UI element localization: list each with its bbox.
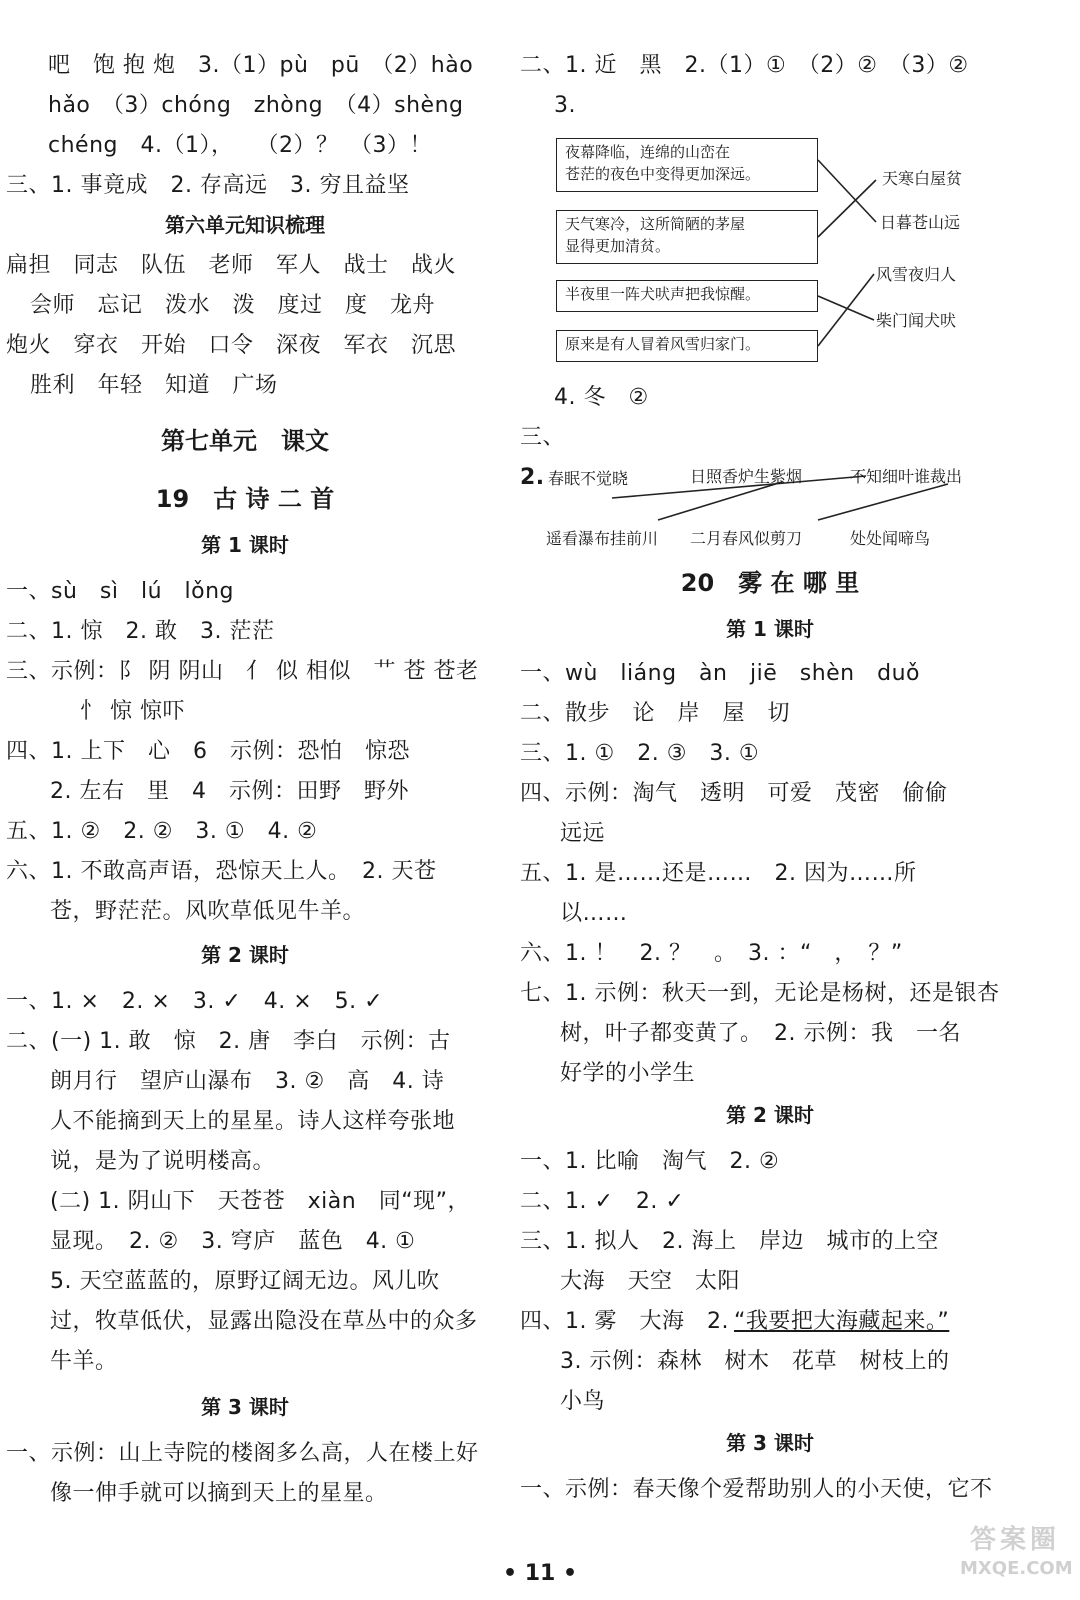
answer-line: 忄 惊 惊吓: [80, 699, 185, 724]
match-box-text: 夜幕降临，连绵的山峦在: [565, 143, 731, 161]
answer-line: hǎo （3）chóng zhòng （4）shèng: [48, 93, 464, 118]
answer-line: 苍，野茫茫。风吹草低见牛羊。: [50, 899, 366, 924]
answer-line: 3.: [554, 93, 576, 118]
answer-line: 四、1. 雾 大海 2.: [520, 1309, 729, 1334]
section-title: 第六单元知识梳理: [165, 213, 325, 237]
answer-line: 吧 饱 抱 炮 3.（1）pù pū （2）hào: [48, 53, 474, 78]
right-column: [520, 0, 1060, 1600]
watermark-url: MXQE.COM: [960, 1558, 1073, 1579]
period-title: 第 2 课时: [201, 943, 289, 967]
answer-line: 以……: [560, 901, 628, 926]
match-line: [818, 180, 876, 237]
poem-line: 春眠不觉晓: [548, 469, 629, 488]
poem-line: 不知细叶谁裁出: [850, 467, 963, 486]
poem-line: 日照香炉生紫烟: [690, 467, 803, 486]
period-title: 第 2 课时: [726, 1103, 814, 1127]
vocab-line: 炮火 穿衣 开始 口令 深夜 军衣 沉思: [6, 333, 457, 358]
question-number: 2.: [520, 465, 545, 490]
answer-line: 六、1. ！ 2. ？ 。 3. ：“ ， ？”: [520, 941, 903, 966]
answer-line: 朗月行 望庐山瀑布 3. ② 高 4. 诗: [50, 1069, 445, 1094]
match-box-text: 原来是有人冒着风雪归家门。: [565, 335, 761, 353]
answer-line: 一、示例：春天像个爱帮助别人的小天使，它不: [520, 1477, 993, 1502]
answer-line: 人不能摘到天上的星星。诗人这样夸张地: [50, 1109, 456, 1134]
underlined-answer: “我要把大海藏起来。”: [734, 1309, 950, 1334]
answer-line: 一、1. 比喻 淘气 2. ②: [520, 1149, 780, 1174]
answer-line: 二、1. 近 黑 2.（1）① （2）② （3）②: [520, 53, 969, 78]
vocab-line: 会师 忘记 泼水 泼 度过 度 龙舟: [30, 293, 436, 318]
answer-line: 像一伸手就可以摘到天上的星星。: [50, 1481, 388, 1506]
answer-line: 远远: [560, 821, 606, 846]
answer-line: 三、1. 拟人 2. 海上 岸边 城市的上空: [520, 1229, 939, 1254]
left-column: [0, 0, 530, 1600]
answer-line: 六、1. 不敢高声语，恐惊天上人。 2. 天苍: [6, 859, 437, 884]
answer-line: 显现。 2. ② 3. 穹庐 蓝色 4. ①: [50, 1229, 416, 1254]
answer-line: 好学的小学生: [560, 1061, 696, 1086]
answer-line: 二、(一) 1. 敢 惊 2. 唐 李白 示例：古: [6, 1029, 451, 1054]
answer-line: 二、散步 论 岸 屋 切: [520, 701, 791, 726]
lesson-title: 19 古 诗 二 首: [155, 485, 335, 513]
watermark-logo: [960, 1522, 1073, 1594]
answer-line: 3. 示例：森林 树木 花草 树枝上的: [560, 1349, 950, 1374]
match-line: [818, 296, 874, 320]
answer-line: 一、示例：山上寺院的楼阁多么高，人在楼上好: [6, 1441, 479, 1466]
answer-line: 一、wù liáng àn jiē shèn duǒ: [520, 661, 920, 686]
match-box-text: 苍茫的夜色中变得更加深远。: [565, 165, 761, 183]
answer-line: 2. 左右 里 4 示例：田野 野外: [50, 779, 409, 804]
answer-line: 一、1. × 2. × 3. ✓ 4. × 5. ✓: [6, 989, 384, 1014]
match-line: [818, 274, 874, 346]
answer-line: 二、1. ✓ 2. ✓: [520, 1189, 685, 1214]
answer-line: 五、1. ② 2. ② 3. ① 4. ②: [6, 819, 318, 844]
answer-line: 一、sù sì lú lǒng: [6, 579, 235, 604]
answer-line: 牛羊。: [50, 1349, 118, 1374]
answer-line: 三、1. ① 2. ③ 3. ①: [520, 741, 760, 766]
match-line: [818, 160, 876, 222]
match-line: [818, 484, 948, 520]
answer-line: chéng 4.（1）， （2）？ （3）！: [48, 133, 432, 158]
match-box-text: 半夜里一阵犬吠声把我惊醒。: [565, 285, 761, 303]
answer-line: 五、1. 是……还是…… 2. 因为……所: [520, 861, 917, 886]
period-title: 第 3 课时: [201, 1395, 289, 1419]
answer-line: (二) 1. 阴山下 天苍苍 xiàn 同“现”，: [50, 1189, 470, 1214]
answer-line: 二、1. 惊 2. 敢 3. 茫茫: [6, 619, 275, 644]
match-label: 柴门闻犬吠: [876, 311, 957, 330]
match-box-text: 显得更加清贫。: [565, 237, 671, 255]
match-label: 风雪夜归人: [876, 265, 957, 284]
vocab-line: 扁担 同志 队伍 老师 军人 战士 战火: [6, 253, 457, 278]
match-label: 日暮苍山远: [880, 213, 961, 232]
period-title: 第 3 课时: [726, 1431, 814, 1455]
poem-line: 处处闻啼鸟: [850, 529, 931, 548]
answer-line: 四、1. 上下 心 6 示例：恐怕 惊恐: [6, 739, 410, 764]
answer-line: 过，牧草低伏，显露出隐没在草丛中的众多: [50, 1309, 478, 1334]
poem-line: 二月春风似剪刀: [690, 529, 803, 548]
answer-line: 三、1. 事竟成 2. 存高远 3. 穷且益坚: [6, 173, 410, 198]
page-number: • 11 •: [502, 1561, 578, 1586]
answer-line: 5. 天空蓝蓝的，原野辽阔无边。风儿吹: [50, 1269, 440, 1294]
answer-line: 说，是为了说明楼高。: [50, 1149, 276, 1174]
answer-line: 七、1. 示例：秋天一到，无论是杨树，还是银杏: [520, 981, 1000, 1006]
answer-line: 小鸟: [560, 1389, 606, 1414]
answer-line: 4. 冬 ②: [554, 385, 649, 410]
lesson-title: 20 雾 在 哪 里: [680, 569, 860, 597]
answer-line: 三、示例：阝 阴 阴山 亻 似 相似 艹 苍 苍老: [6, 659, 479, 684]
match-box-text: 天气寒冷，这所简陋的茅屋: [565, 215, 746, 233]
answer-line: 树，叶子都变黄了。 2. 示例：我 一名: [560, 1021, 961, 1046]
vocab-line: 胜利 年轻 知道 广场: [30, 373, 278, 398]
period-title: 第 1 课时: [201, 533, 289, 557]
watermark-text: 答案圈: [969, 1525, 1060, 1555]
answer-line: 三、: [520, 425, 566, 450]
period-title: 第 1 课时: [726, 617, 814, 641]
match-label: 天寒白屋贫: [882, 169, 963, 188]
answer-line: 四、示例：淘气 透明 可爱 茂密 偷偷: [520, 781, 948, 806]
unit-title: 第七单元 课文: [161, 427, 329, 455]
answer-line: 大海 天空 太阳: [560, 1269, 741, 1294]
poem-line: 遥看瀑布挂前川: [546, 529, 659, 548]
